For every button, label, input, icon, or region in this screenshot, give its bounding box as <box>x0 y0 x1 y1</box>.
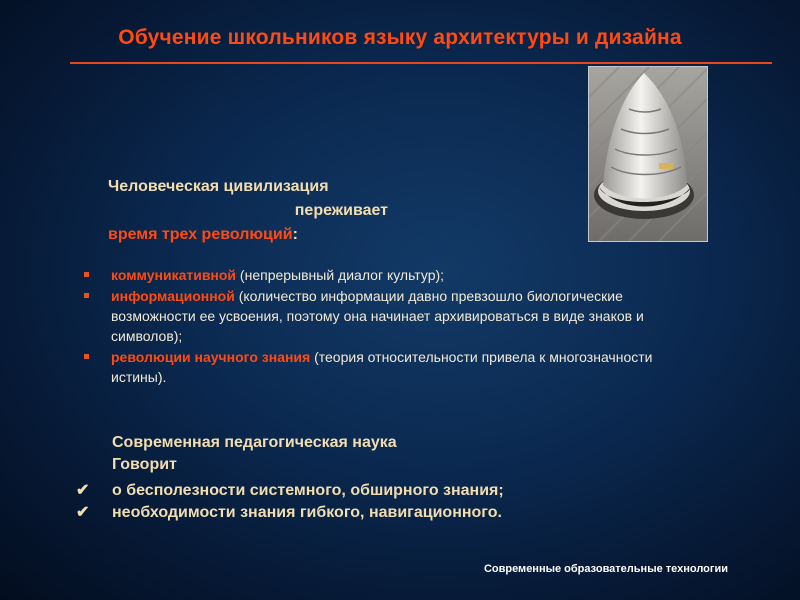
intro-line-3-colon: : <box>292 226 298 243</box>
pedagogy-statement <box>112 432 732 476</box>
slide-title: Обучение школьников языку архитектуры и дизайна <box>118 26 682 49</box>
conclusion-text: о бесполезности системного, обширного знания; <box>112 482 504 499</box>
intro-line-3-text: время трех революций <box>108 226 293 243</box>
title-divider <box>70 62 772 64</box>
revolutions-list <box>84 265 704 388</box>
intro-line-1: Человеческая цивилизация <box>108 178 329 195</box>
slide-footer: Современные образовательные технологии <box>483 563 728 575</box>
list-item <box>76 502 716 524</box>
pedagogy-line-2: Говорит <box>112 456 177 473</box>
square-bullet-icon <box>84 293 89 298</box>
square-bullet-icon <box>84 272 89 277</box>
checkmark-icon: ✔ <box>76 482 90 499</box>
revolution-description: (количество информации давно превзошло биологические возможности ее усвоения, поэтому она начинает архивироваться в виде знаков и символов); <box>111 288 644 344</box>
intro-line-3 <box>108 223 388 247</box>
list-item <box>84 286 704 346</box>
square-bullet-icon <box>84 354 89 359</box>
intro-statement <box>108 175 388 247</box>
conclusions-list <box>76 480 716 524</box>
list-item <box>84 265 704 285</box>
checkmark-icon: ✔ <box>76 504 90 521</box>
spiral-building-illustration <box>589 67 707 241</box>
intro-line-2: переживает <box>294 202 388 219</box>
revolution-term: коммуникативной <box>111 267 237 283</box>
revolution-term: информационной <box>111 288 235 304</box>
list-item <box>84 347 704 387</box>
revolution-term: революции научного знания <box>111 349 311 365</box>
conclusion-text: необходимости знания гибкого, навигационного. <box>112 504 502 521</box>
pedagogy-line-1: Современная педагогическая наука <box>112 434 397 451</box>
list-item <box>76 480 716 502</box>
revolution-description: (непрерывный диалог культур); <box>236 267 445 283</box>
architecture-photo <box>588 66 708 242</box>
revolution-description: (теория относительности привела к многозначности истины). <box>111 349 653 385</box>
